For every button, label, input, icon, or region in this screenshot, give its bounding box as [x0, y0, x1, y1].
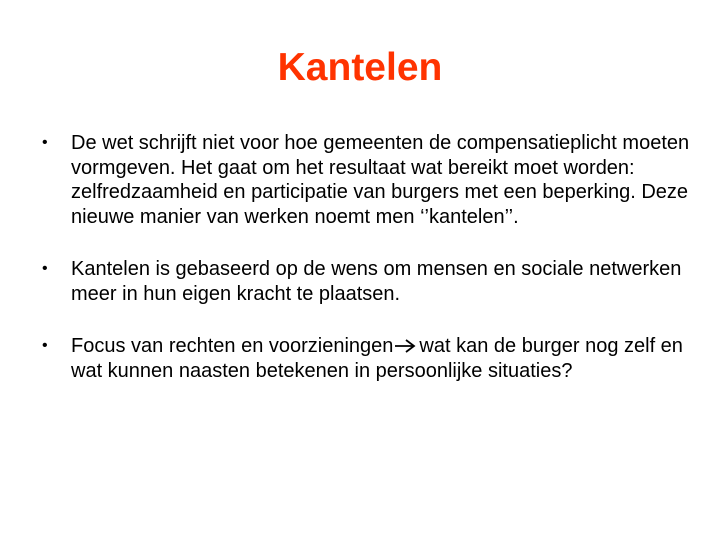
bullet-item — [42, 131, 692, 229]
bullet-item — [42, 257, 692, 306]
bullet-marker: • — [42, 337, 48, 354]
bullet-marker: • — [42, 134, 48, 151]
slide-title: Kantelen — [277, 46, 443, 89]
bullet-text-after: wat kan de burger nog zelf en wat kunnen naasten betekenen in persoonlijke situaties? — [71, 335, 683, 382]
bullet-text: De wet schrijft niet voor hoe gemeenten de compensatieplicht moeten vormgeven. Het gaat om het resultaat wat bereikt moet worden: zelfredzaamheid en participatie van burgers met een beperking. Deze nieuwe manier van werken noemt men ‘’kantelen’’. — [71, 132, 690, 228]
bullet-list — [42, 131, 692, 383]
bullet-marker: • — [42, 260, 48, 277]
bullet-text-before: Focus van rechten en voorzieningen — [71, 335, 394, 357]
bullet-item — [42, 334, 692, 383]
arrow-right-icon — [394, 338, 416, 354]
bullet-text: Kantelen is gebaseerd op de wens om mensen en sociale netwerken meer in hun eigen kracht te plaatsen. — [71, 258, 682, 305]
